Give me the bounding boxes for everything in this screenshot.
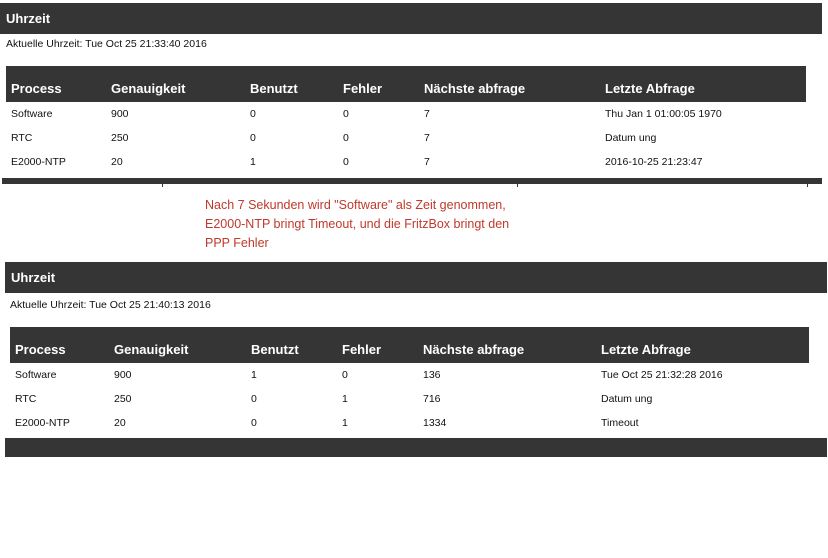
cell-process: E2000-NTP	[15, 417, 70, 429]
annotation-line: Nach 7 Sekunden wird "Software" als Zeit genommen,	[205, 198, 506, 212]
cell-genauigkeit: 250	[114, 393, 132, 405]
annotation-line: E2000-NTP bringt Timeout, und die FritzBox bringt den	[205, 217, 510, 231]
annotation-note	[205, 196, 565, 253]
cell-letzte-abfrage: Timeout	[601, 417, 639, 429]
table-row	[10, 411, 809, 435]
cell-naechste-abfrage: 7	[424, 108, 430, 120]
cell-process: E2000-NTP	[11, 156, 66, 168]
cell-letzte-abfrage: Datum ung	[601, 393, 653, 405]
cell-naechste-abfrage: 7	[424, 132, 430, 144]
cell-letzte-abfrage: 2016-10-25 21:23:47	[605, 156, 703, 168]
col-letzte-abfrage: Letzte Abfrage	[605, 81, 695, 96]
cell-benutzt: 0	[250, 108, 256, 120]
col-letzte-abfrage: Letzte Abfrage	[601, 342, 691, 357]
col-naechste-abfrage: Nächste abfrage	[424, 81, 526, 96]
cell-process: Software	[11, 108, 53, 120]
cell-genauigkeit: 20	[114, 417, 126, 429]
cell-naechste-abfrage: 7	[424, 156, 430, 168]
col-genauigkeit: Genauigkeit	[111, 81, 186, 96]
col-fehler: Fehler	[343, 81, 383, 96]
cell-naechste-abfrage: 136	[423, 369, 441, 381]
cell-letzte-abfrage: Tue Oct 25 21:32:28 2016	[601, 369, 723, 381]
cell-fehler: 0	[343, 132, 349, 144]
cell-process: Software	[15, 369, 57, 381]
table-row	[6, 102, 806, 126]
cell-process: RTC	[11, 132, 33, 144]
cell-fehler: 0	[343, 108, 349, 120]
cell-genauigkeit: 250	[111, 132, 129, 144]
col-process: Process	[15, 342, 66, 357]
cell-genauigkeit: 900	[111, 108, 129, 120]
col-benutzt: Benutzt	[251, 342, 299, 357]
cell-letzte-abfrage: Thu Jan 1 01:00:05 1970	[605, 108, 722, 120]
cell-fehler: 0	[343, 156, 349, 168]
divider-tick	[162, 184, 163, 187]
panel1-current-time: Aktuelle Uhrzeit: Tue Oct 25 21:33:40 2016	[6, 38, 207, 50]
panel2-title: Uhrzeit	[5, 262, 827, 293]
cell-fehler: 1	[342, 393, 348, 405]
cell-naechste-abfrage: 716	[423, 393, 441, 405]
divider-tick	[517, 184, 518, 187]
cell-letzte-abfrage: Datum ung	[605, 132, 657, 144]
cell-naechste-abfrage: 1334	[423, 417, 447, 429]
col-genauigkeit: Genauigkeit	[114, 342, 189, 357]
panel1-table-header	[6, 66, 806, 102]
table-row	[6, 150, 806, 174]
col-process: Process	[11, 81, 62, 96]
table-row	[10, 387, 809, 411]
cell-benutzt: 0	[250, 132, 256, 144]
divider-tick	[807, 184, 808, 187]
cell-benutzt: 0	[251, 417, 257, 429]
cell-genauigkeit: 900	[114, 369, 132, 381]
col-benutzt: Benutzt	[250, 81, 298, 96]
cell-benutzt: 1	[250, 156, 256, 168]
cell-fehler: 0	[342, 369, 348, 381]
annotation-line: PPP Fehler	[205, 236, 269, 250]
col-fehler: Fehler	[342, 342, 382, 357]
panel1-table-footer	[2, 178, 822, 184]
panel2-table-footer	[5, 438, 827, 457]
table-row	[6, 126, 806, 150]
cell-genauigkeit: 20	[111, 156, 123, 168]
table-row	[10, 363, 809, 387]
panel2-table-header	[10, 327, 809, 363]
panel2-current-time: Aktuelle Uhrzeit: Tue Oct 25 21:40:13 2016	[10, 299, 211, 311]
cell-benutzt: 0	[251, 393, 257, 405]
cell-process: RTC	[15, 393, 37, 405]
cell-benutzt: 1	[251, 369, 257, 381]
col-naechste-abfrage: Nächste abfrage	[423, 342, 525, 357]
cell-fehler: 1	[342, 417, 348, 429]
panel1-title: Uhrzeit	[0, 3, 822, 34]
